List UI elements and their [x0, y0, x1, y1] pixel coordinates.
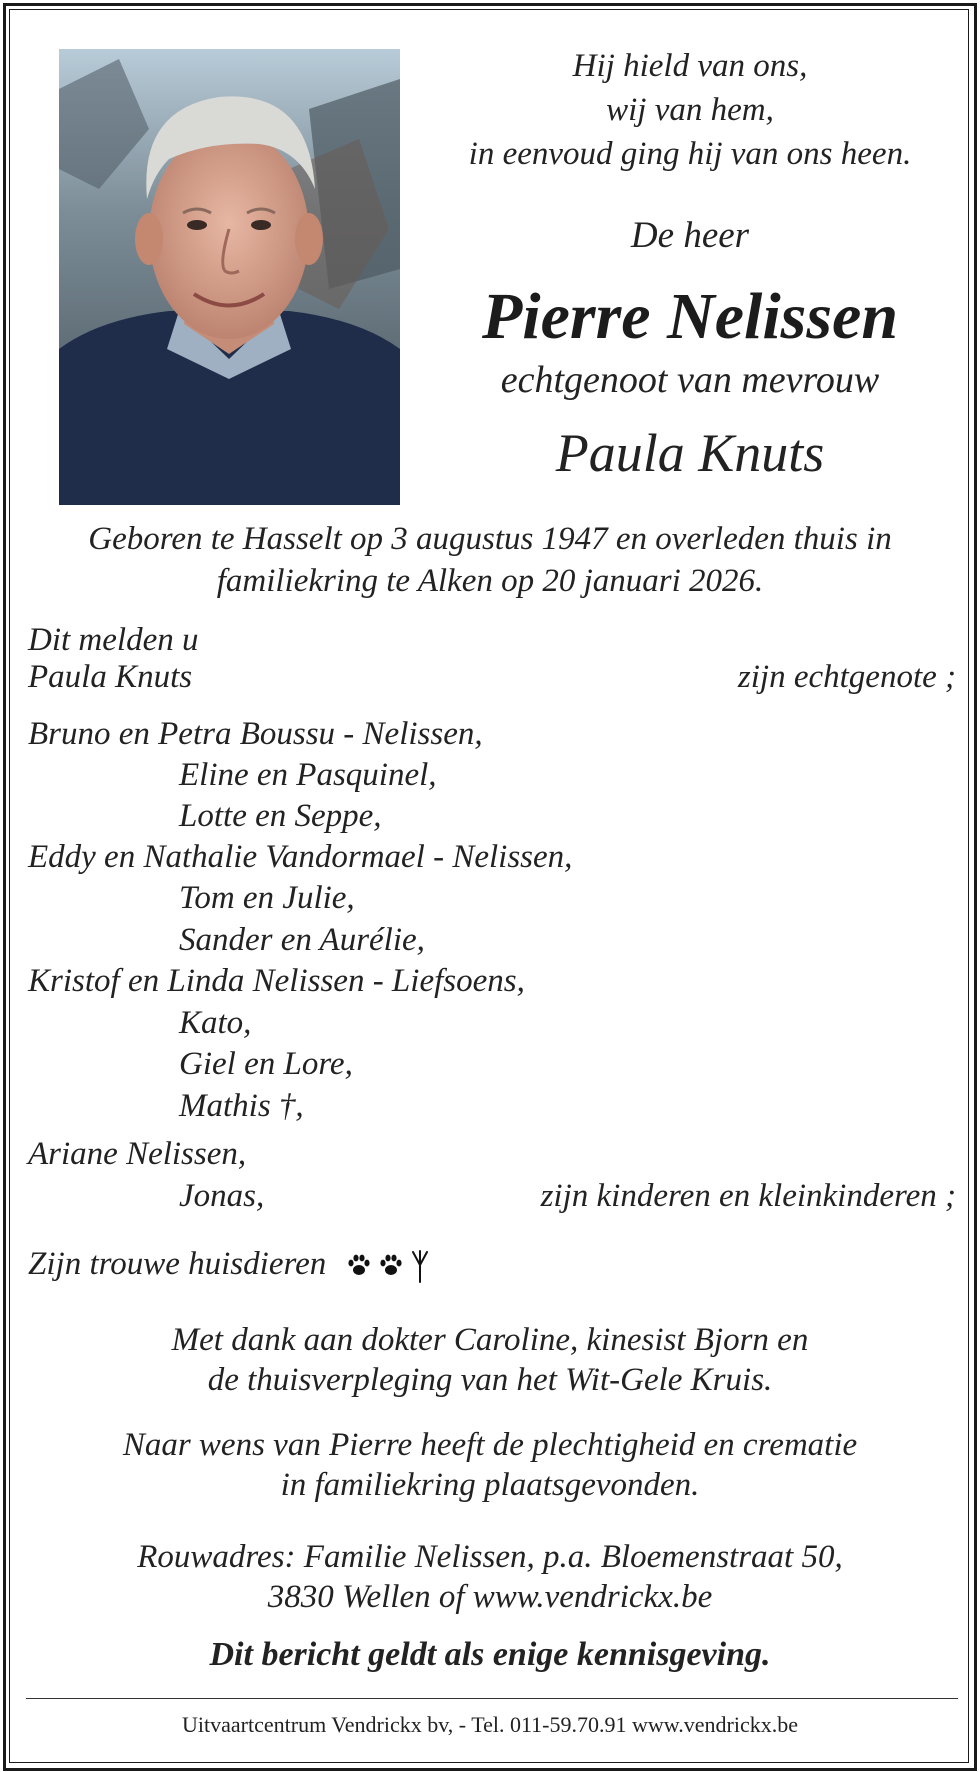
announcers-intro: Dit melden u — [28, 622, 199, 658]
paw-icon — [378, 1253, 404, 1279]
opening-quote — [420, 44, 960, 176]
paw-icon — [346, 1253, 372, 1279]
address-paragraph — [20, 1537, 960, 1617]
deceased-name: Pierre Nelissen — [481, 280, 899, 353]
quote-line: Hij hield van ons, — [572, 48, 808, 84]
spouse-role: zijn echtgenote ; — [737, 659, 956, 695]
family-line: Ariane Nelissen, — [28, 1136, 247, 1172]
address-line: 3830 Wellen of www.vendrickx.be — [267, 1579, 713, 1615]
funeral-home-footer: Uitvaartcentrum Vendrickx bv, - Tel. 011-59.70.91 www.vendrickx.be — [182, 1712, 798, 1737]
family-line: Tom en Julie, — [179, 880, 355, 916]
spouse-name: Paula Knuts — [555, 423, 825, 483]
birth-death-info — [20, 518, 960, 602]
spouse-intro: echtgenoot van mevrouw — [500, 359, 880, 401]
thanks-paragraph — [20, 1320, 960, 1400]
family-line: Jonas, — [179, 1178, 265, 1214]
honorific: De heer — [630, 215, 750, 256]
family-line: Kristof en Linda Nelissen - Liefsoens, — [28, 963, 525, 999]
birth-death-line: Geboren te Hasselt op 3 augustus 1947 en overleden thuis in — [88, 521, 892, 557]
family-line: Giel en Lore, — [179, 1046, 353, 1082]
address-line: Rouwadres: Familie Nelissen, p.a. Bloemenstraat 50, — [137, 1539, 843, 1575]
pet-icons — [346, 1249, 430, 1283]
family-line: Mathis †, — [179, 1088, 304, 1124]
family-line: Kato, — [179, 1005, 252, 1041]
pets-label: Zijn trouwe huisdieren — [28, 1246, 327, 1282]
footer-divider — [26, 1698, 958, 1699]
ceremony-line: in familiekring plaatsgevonden. — [280, 1467, 700, 1503]
family-line: Sander en Aurélie, — [179, 922, 425, 958]
portrait-photo — [59, 49, 400, 505]
ceremony-line: Naar wens van Pierre heeft de plechtigheid en crematie — [122, 1427, 858, 1463]
thanks-line: de thuisverpleging van het Wit-Gele Kruis. — [207, 1362, 773, 1398]
pets-line — [28, 1244, 430, 1284]
spouse-announcer: Paula Knuts — [28, 659, 193, 695]
thanks-line: Met dank aan dokter Caroline, kinesist Bjorn en — [171, 1322, 809, 1358]
quote-line: wij van hem, — [606, 92, 774, 128]
family-line: Eline en Pasquinel, — [179, 757, 437, 793]
family-line: Eddy en Nathalie Vandormael - Nelissen, — [28, 839, 573, 875]
birth-death-line: familiekring te Alken op 20 januari 2026. — [216, 563, 764, 599]
bird-footprint-icon — [410, 1249, 430, 1283]
family-line: Lotte en Seppe, — [179, 798, 382, 834]
closing-statement: Dit bericht geldt als enige kennisgeving. — [209, 1636, 771, 1673]
children-role: zijn kinderen en kleinkinderen ; — [540, 1178, 956, 1214]
ceremony-paragraph — [20, 1425, 960, 1505]
quote-line: in eenvoud ging hij van ons heen. — [468, 136, 912, 172]
family-line: Bruno en Petra Boussu - Nelissen, — [28, 716, 483, 752]
